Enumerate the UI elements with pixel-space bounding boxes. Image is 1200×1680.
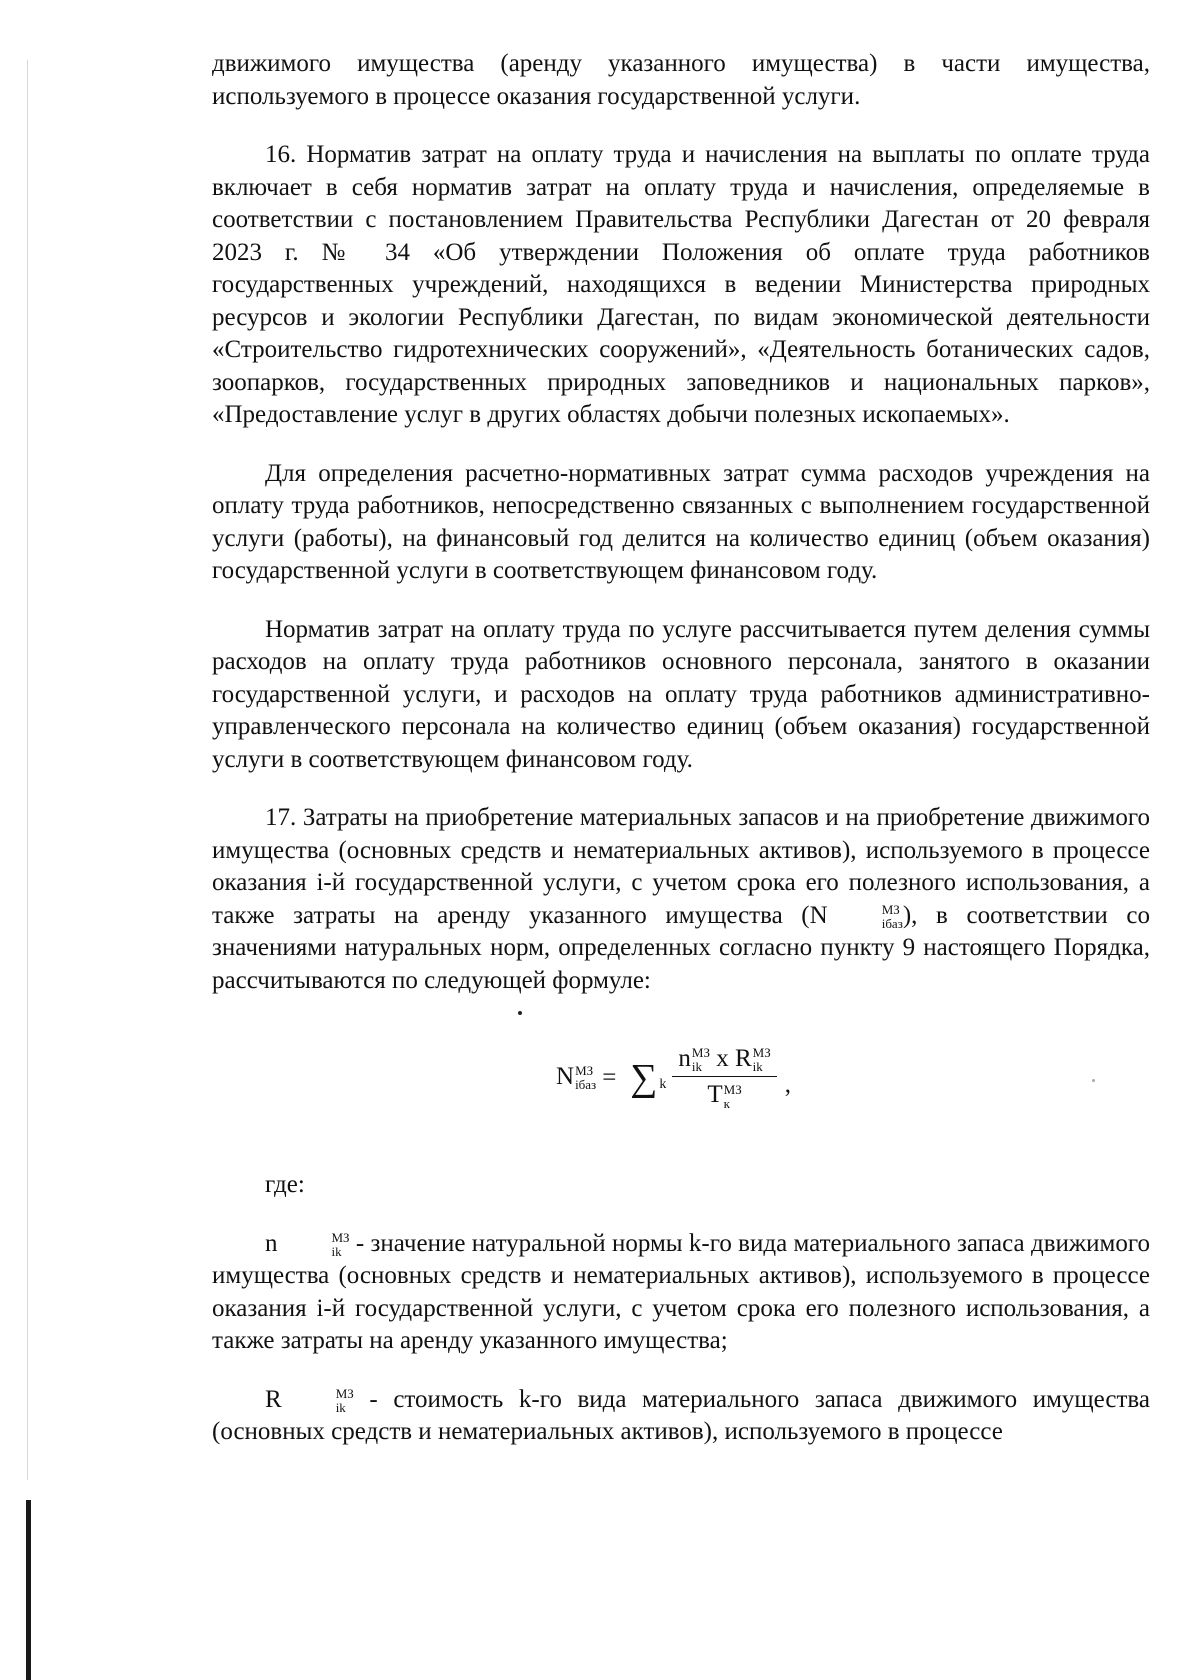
scan-shadow-line <box>27 60 28 1480</box>
paragraph-labor-norm: Норматив затрат на оплату труда по услуге рассчитывается путем деления суммы расходов на оплату труда работников основного персонала, занятого в оказании государственной услуги, и расходов на оплату труда работников административно-управленческого персонала на количество единиц (объем оказания) государственной услуги в соответствующем финансовом году. <box>212 615 1150 773</box>
definition-r <box>212 1384 1150 1449</box>
subscript-ibaz: iбаз <box>575 1077 597 1093</box>
symbol-indices <box>692 1046 710 1074</box>
fraction-denominator <box>707 1077 741 1110</box>
superscript-mz: МЗ <box>723 1081 742 1097</box>
formula <box>556 1045 791 1111</box>
symbol-n: n <box>678 1045 691 1072</box>
sum-sign: ∑ <box>630 1056 658 1099</box>
fraction-numerator <box>672 1045 776 1077</box>
subscript-ibaz: iбаз <box>881 915 903 931</box>
sum-subscript: k <box>659 1076 667 1092</box>
superscript-mz: МЗ <box>335 1385 354 1401</box>
subscript-ik: ik <box>331 1243 342 1259</box>
formula-comma: , <box>784 1070 791 1098</box>
symbol-indices <box>283 1387 354 1415</box>
symbol-indices <box>724 1083 742 1111</box>
document-page <box>212 48 1150 1449</box>
subscript-ik: ik <box>335 1399 346 1415</box>
paragraph-17-text-a: 17. Затраты на приобретение материальных запасов и на приобретение движимого имущества (основных средств и нематериальных активов), используемого в процессе оказания i-й государственной услуги, с учетом срока его полезного использования, а также затраты на аренду указанного имущества ( <box>212 804 1150 929</box>
scan-speck <box>1092 1079 1095 1082</box>
subscript-ik: ik <box>691 1059 703 1075</box>
symbol-indices <box>575 1064 596 1092</box>
definition-r-text: - стоимость k-го вида материального запаса движимого имущества (основных средств и нематериальных активов), используемого в процессе <box>212 1385 1150 1445</box>
subscript-k: к <box>723 1095 730 1111</box>
equals-sign: = <box>602 1063 617 1091</box>
paragraph-17 <box>212 802 1150 997</box>
superscript-mz: МЗ <box>691 1045 710 1061</box>
def-symbol-n <box>265 1230 350 1257</box>
definition-n <box>212 1228 1150 1358</box>
symbol-N: N <box>809 901 828 929</box>
paragraph-16: 16. Норматив затрат на оплату труда и начисления на выплаты по оплате труда включает в себя норматив затрат на оплату труда и начисления, определяемые в соответствии с постановлением Правительства Республики Дагестан от 20 февраля 2023 г. № 34 «Об утверждении Положения об оплате труда работников государственных учреждений, находящихся в ведении Министерства природных ресурсов и экологии Республики Дагестан, по видам экономической деятельности «Строительство гидротехнических сооружений», «Деятельность ботанических садов, зоопарков, государственных природных заповедников и национальных парков», «Предоставление услуг в других областях добычи полезных ископаемых». <box>212 141 1150 428</box>
times-sign: x <box>716 1045 729 1072</box>
formula-fraction <box>672 1045 776 1111</box>
superscript-mz: МЗ <box>331 1229 350 1245</box>
scan-speck <box>518 1011 522 1015</box>
inline-symbol-n-ibaz <box>810 902 903 929</box>
symbol-indices <box>753 1046 771 1074</box>
symbol-indices <box>279 1231 350 1259</box>
paragraph-17-text-b: ), в соответствии со значениями натуральных норм, определенных согласно пункту 9 настоящего Порядка, рассчитываются по следующей формуле: <box>212 901 1150 994</box>
subscript-ik: ik <box>752 1059 763 1075</box>
definition-n-text: - значение натуральной нормы k-го вида материального запаса движимого имущества (основных средств и нематериальных активов), используемого в процессе оказания i-й государственной услуги, с учетом срока его полезного использования, а также затраты на аренду указанного имущества; <box>212 1229 1150 1354</box>
symbol-T: T <box>707 1081 723 1109</box>
formula-lhs <box>556 1063 596 1092</box>
paragraph-continuation: движимого имущества (аренду указанного имущества) в части имущества, используемого в процессе оказания государственной услуги. <box>212 50 1150 110</box>
symbol-N: N <box>556 1063 575 1091</box>
superscript-mz: МЗ <box>575 1063 594 1079</box>
paragraph-calculation: Для определения расчетно-нормативных затрат сумма расходов учреждения на оплату труда работников, непосредственно связанных с выполнением государственной услуги (работы), на финансовый год делится на количество единиц (объем оказания) государственной услуги в соответствующем финансовом году. <box>212 459 1150 584</box>
def-symbol-r <box>265 1386 354 1413</box>
superscript-mz: МЗ <box>881 901 900 917</box>
formula-block <box>212 1015 1150 1135</box>
scan-binding-edge <box>26 1500 31 1680</box>
symbol-indices <box>829 903 903 931</box>
symbol-R: R <box>265 1385 282 1413</box>
superscript-mz: МЗ <box>752 1045 771 1061</box>
symbol-n: n <box>265 1229 278 1257</box>
symbol-R: R <box>734 1045 752 1072</box>
where-label: где: <box>265 1171 305 1198</box>
